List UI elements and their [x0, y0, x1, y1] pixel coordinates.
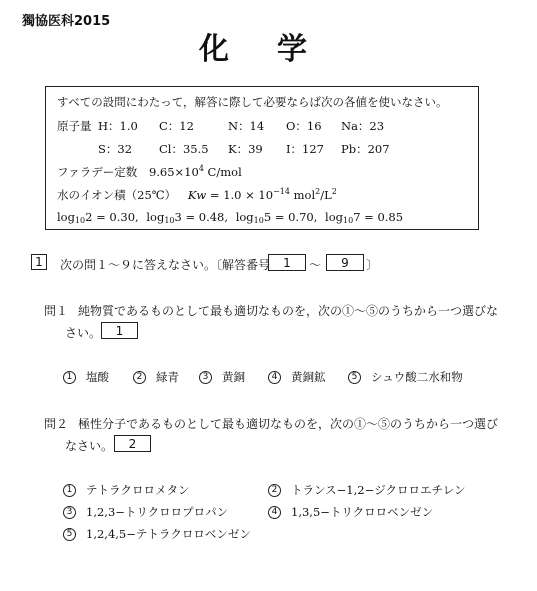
log-term-3 — [146, 210, 228, 224]
choice-number-icon: 4 — [268, 371, 281, 384]
log-term-7-base: 10 — [343, 216, 354, 225]
choice-number-icon: 1 — [63, 484, 76, 497]
q2-choice-5[interactable] — [63, 526, 251, 542]
q2-choice-2[interactable] — [268, 482, 465, 498]
log-term-7-log: log — [325, 210, 343, 224]
atomic-weight-h: H：1.0 — [98, 119, 138, 133]
log-term-3-log: log — [146, 210, 165, 224]
q2-label: 問２ — [44, 417, 69, 431]
faraday-value-exp: 4 — [198, 164, 204, 173]
atomic-weight-n: N：14 — [228, 119, 265, 133]
faraday-constant — [57, 164, 242, 180]
q1-choice-4-text: 黄銅鉱 — [291, 370, 326, 384]
answer-range-start-box: 1 — [268, 254, 306, 271]
atomic-weight-s: S：32 — [98, 142, 133, 156]
q1-text-line1: 純物質であるものとして最も適切なものを，次の①～⑤のうちから一つ選びな — [78, 304, 499, 318]
choice-number-icon: 3 — [63, 506, 76, 519]
q2-choice-1-text: テトラクロロメタン — [86, 483, 190, 497]
water-unit-exp1: 2 — [315, 187, 321, 196]
q1-choice-4[interactable] — [268, 369, 326, 385]
log-term-7-rest: 7 = 0.85 — [353, 210, 404, 224]
log-term-3-base: 10 — [164, 216, 175, 225]
choice-number-icon: 5 — [348, 371, 361, 384]
water-unit-exp2: 2 — [331, 187, 337, 196]
atomic-weight-cl: Cl：35.5 — [159, 142, 209, 156]
atomic-weight-i: I：127 — [286, 142, 324, 156]
q2-choice-1[interactable] — [63, 482, 190, 498]
q2-text-line1: 極性分子であるものとして最も適切なものを，次の①～⑤のうちから一つ選び — [78, 417, 499, 431]
faraday-value-base: 9.65×10 — [148, 165, 199, 179]
q2-choice-3[interactable] — [63, 504, 228, 520]
q1-text-line2: さい。 — [65, 326, 102, 340]
q2-answer-box[interactable]: 2 — [114, 435, 151, 452]
q1-choice-2-text: 緑青 — [156, 370, 179, 384]
section-close-bracket: 〕 — [366, 258, 379, 272]
atomic-weight-label: 原子量 — [57, 119, 92, 133]
water-kw-symbol: Kw — [187, 188, 207, 202]
water-unit-a: mol — [289, 188, 316, 202]
log-term-5 — [236, 210, 318, 224]
q2-text-line2: なさい。 — [65, 439, 114, 453]
q2-choice-5-text: 1,2,4,5−テトラクロロベンゼン — [86, 527, 251, 541]
log-term-2-rest: 2 = 0.30, — [85, 210, 139, 224]
water-ion-label: 水のイオン積（25℃） — [57, 188, 177, 202]
exam-tag: 獨協医科2015 — [22, 14, 111, 29]
faraday-label: ファラデー定数 — [57, 165, 138, 179]
q1-choice-5[interactable] — [348, 369, 463, 385]
q2-choice-2-text: トランス−1,2−ジクロロエチレン — [291, 483, 466, 497]
atomic-weight-pb: Pb：207 — [341, 142, 390, 156]
faraday-value — [149, 165, 242, 179]
log-term-3-rest: 3 = 0.48, — [174, 210, 229, 224]
atomic-weight-k: K：39 — [228, 142, 263, 156]
q2-choice-3-text: 1,2,3−トリクロロプロパン — [86, 505, 229, 519]
choice-number-icon: 5 — [63, 528, 76, 541]
q1-choice-3-text: 黄銅 — [222, 370, 245, 384]
q1-choice-2[interactable] — [133, 369, 179, 385]
q1-choice-3[interactable] — [199, 369, 245, 385]
q2-choice-4-text: 1,3,5−トリクロロベンゼン — [291, 505, 434, 519]
choice-number-icon: 1 — [63, 371, 76, 384]
choice-number-icon: 4 — [268, 506, 281, 519]
water-unit-b: /L — [320, 188, 332, 202]
constants-intro: すべての設問にわたって，解答に際して必要ならば次の各値を使いなさい。 — [57, 95, 448, 109]
choice-number-icon: 2 — [133, 371, 146, 384]
water-value-base: = 1.0 × 10 — [206, 188, 274, 202]
log-term-2-log: log — [57, 210, 75, 224]
log-term-5-base: 10 — [253, 216, 264, 225]
log-term-5-log: log — [235, 210, 254, 224]
subject-title: 化学 — [199, 32, 355, 67]
atomic-weight-c: C：12 — [159, 119, 194, 133]
choice-number-icon: 3 — [199, 371, 212, 384]
log-term-2-base: 10 — [74, 216, 86, 225]
answer-range-end-box: 9 — [326, 254, 364, 271]
water-value-exp: −14 — [273, 187, 290, 196]
water-ion-product — [57, 187, 337, 203]
log-term-2 — [57, 210, 139, 224]
faraday-value-unit: C/mol — [203, 165, 242, 179]
choice-number-icon: 2 — [268, 484, 281, 497]
q1-choice-5-text: シュウ酸二水和物 — [371, 370, 463, 384]
atomic-weight-o: O：16 — [286, 119, 322, 133]
log-term-5-rest: 5 = 0.70, — [263, 210, 318, 224]
q1-label: 問１ — [44, 304, 69, 318]
log-values — [57, 210, 403, 225]
q1-choice-1[interactable] — [63, 369, 109, 385]
answer-range-tilde: 〜 — [309, 258, 322, 272]
atomic-weight-na: Na：23 — [341, 119, 385, 133]
section-instruction: 次の問１～９に答えなさい。〔解答番号 — [60, 258, 271, 272]
section-number-box: 1 — [31, 254, 47, 270]
q1-answer-box[interactable]: 1 — [101, 322, 138, 339]
log-term-7 — [325, 210, 403, 224]
q2-choice-4[interactable] — [268, 504, 433, 520]
q1-choice-1-text: 塩酸 — [86, 370, 109, 384]
